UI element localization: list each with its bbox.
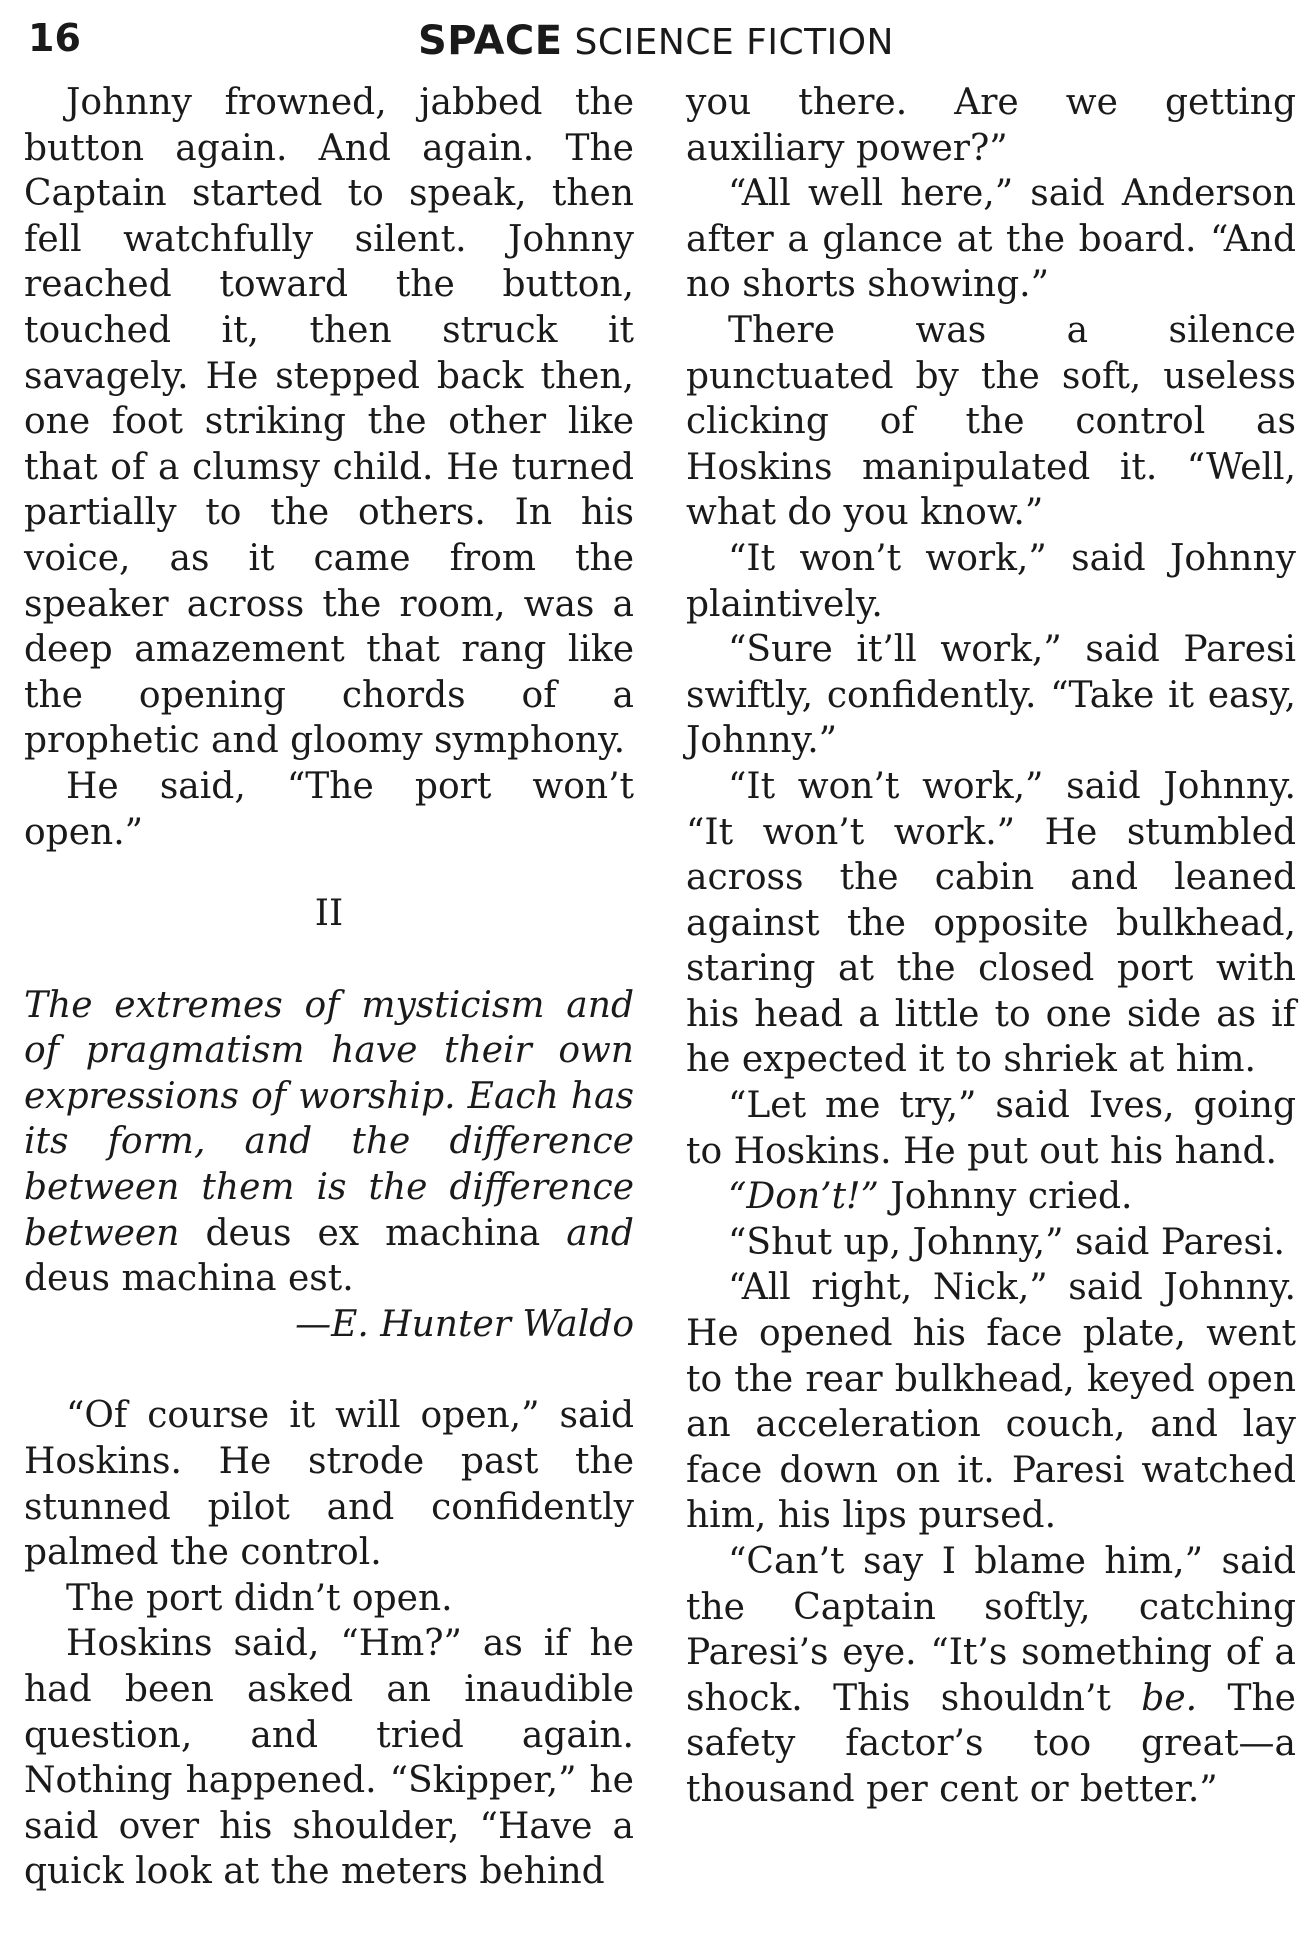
left-column [24,80,634,1895]
epigraph [24,983,634,1348]
paragraph [686,1539,1296,1813]
paragraph: “It won’t work,” said Johnny. “It won’t work.” He stumbled across the cabin and leaned against the opposite bulkhead, staring at the closed port with his head a little to one side as if he expected it to shriek at him. [686,765,1296,1081]
italic-dialogue: “Don’t!” [728,1176,879,1218]
paragraph: “Of course it will open,” said Hoskins. He strode past the stunned pilot and confidently palmed the control. [24,1395,634,1574]
paragraph: The port didn’t open. [66,1577,453,1619]
paragraph: “It won’t work,” said Johnny plaintively. [686,537,1296,625]
paragraph: There was a silence punctuated by the soft, useless clicking of the control as Hoskins manipulated it. “Well, what do you know.” [686,309,1296,534]
epigraph-italic-text: The extremes of mysticism and of pragmatism have their own expressions of worship. Each has its form, and the difference between them is the difference between [24,984,634,1254]
epigraph-italic-and: and [566,1212,634,1254]
paragraph-continued: you there. Are we getting auxiliary power?” [686,82,1296,169]
paragraph: Hoskins said, “Hm?” as if he had been asked an inaudible question, and tried again. Nothing happened. “Skipper,” he said over his shoulder, “Have a quick look at the meters behind [24,1623,634,1893]
epigraph-roman-text: deus ex machina [205,1212,541,1254]
paragraph: Johnny frowned, jabbed the button again. And again. The Captain started to speak, then fell watchfully silent. Johnny reached toward the button, touched it, then struck it savagely. He stepped back then, one foot striking the other like that of a clumsy child. He turned partially to the others. In his voice, as it came from the speaker across the room, was a deep amazement that rang like the opening chords of a prophetic and gloomy symphony. [24,82,634,762]
italic-emphasis: be. [1141,1677,1198,1719]
paragraph: “All right, Nick,” said Johnny. He opened his face plate, went to the rear bulkhead, keyed open an acceleration couch, and lay face down on it. Paresi watched him, his lips pursed. [686,1267,1296,1537]
epigraph-attribution: —E. Hunter Waldo [295,1303,634,1345]
page-number: 16 [28,16,81,60]
paragraph-text: “Can’t say I blame him,” said the Captain softly, catching Paresi’s eye. “It’s something of a shock. This shouldn’t [686,1541,1296,1719]
paragraph: “Let me try,” said Ives, going to Hoskins. He put out his hand. [686,1085,1296,1172]
paragraph: “Sure it’ll work,” said Paresi swiftly, confidently. “Take it easy, Johnny.” [686,629,1296,762]
epigraph-roman-text-2: deus machina est. [24,1258,354,1300]
magazine-title-bold: SPACE [418,18,563,64]
right-column [686,80,1296,1813]
dialogue-tag: Johnny cried. [890,1176,1133,1218]
paragraph: “All well here,” said Anderson after a glance at the board. “And no shorts showing.” [686,173,1296,306]
page-header [22,14,1290,74]
section-heading: II [314,893,344,935]
paragraph-text-2: The safety factor’s too great—a thousand per cent or better.” [686,1677,1296,1810]
magazine-title-rest: SCIENCE FICTION [574,22,894,63]
epigraph-text [24,983,634,1302]
paragraph: “Shut up, Johnny,” said Paresi. [728,1221,1285,1263]
paragraph [686,1174,1296,1220]
running-title [22,18,1290,64]
paragraph: He said, “The port won’t open.” [24,765,634,853]
